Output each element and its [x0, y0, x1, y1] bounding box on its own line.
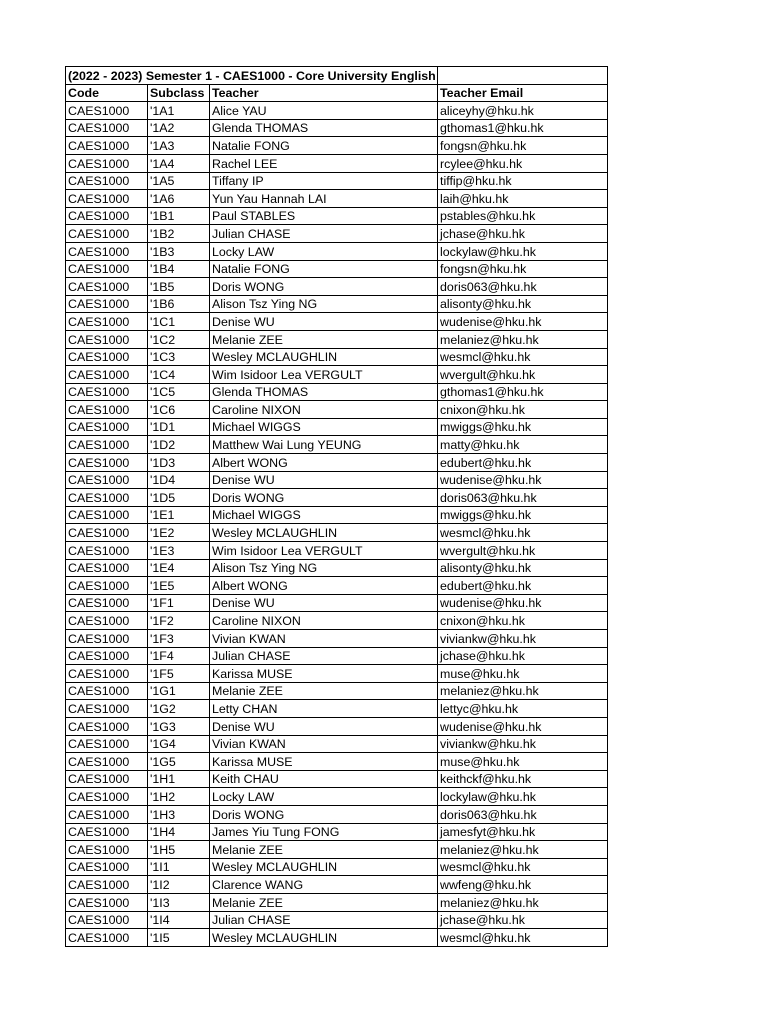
email-cell: wudenise@hku.hk: [438, 717, 608, 735]
code-cell: CAES1000: [66, 876, 148, 894]
subclass-cell: '1A1: [148, 102, 210, 120]
teacher-cell: Vivian KWAN: [210, 630, 438, 648]
table-row: [66, 278, 608, 296]
email-cell: melaniez@hku.hk: [438, 841, 608, 859]
code-cell: CAES1000: [66, 242, 148, 260]
teacher-cell: Melanie ZEE: [210, 330, 438, 348]
email-cell: melaniez@hku.hk: [438, 682, 608, 700]
subclass-cell: '1H2: [148, 788, 210, 806]
code-cell: CAES1000: [66, 436, 148, 454]
email-cell: wwfeng@hku.hk: [438, 876, 608, 894]
email-cell: wudenise@hku.hk: [438, 471, 608, 489]
subclass-cell: '1F3: [148, 630, 210, 648]
teacher-cell: Wesley MCLAUGHLIN: [210, 929, 438, 947]
teacher-cell: Caroline NIXON: [210, 401, 438, 419]
header-row: [66, 84, 608, 102]
empty-cell: [438, 67, 608, 85]
subclass-cell: '1G4: [148, 735, 210, 753]
code-cell: CAES1000: [66, 559, 148, 577]
subclass-cell: '1D2: [148, 436, 210, 454]
code-cell: CAES1000: [66, 788, 148, 806]
code-cell: CAES1000: [66, 929, 148, 947]
teacher-cell: Letty CHAN: [210, 700, 438, 718]
table-row: [66, 225, 608, 243]
table-row: [66, 524, 608, 542]
header-code: Code: [66, 84, 148, 102]
code-cell: CAES1000: [66, 577, 148, 595]
email-cell: wudenise@hku.hk: [438, 594, 608, 612]
table-row: [66, 612, 608, 630]
subclass-cell: '1B2: [148, 225, 210, 243]
email-cell: cnixon@hku.hk: [438, 401, 608, 419]
table-row: [66, 454, 608, 472]
teacher-cell: Yun Yau Hannah LAI: [210, 190, 438, 208]
table-row: [66, 471, 608, 489]
email-cell: laih@hku.hk: [438, 190, 608, 208]
teacher-cell: Wim Isidoor Lea VERGULT: [210, 542, 438, 560]
teacher-cell: Alison Tsz Ying NG: [210, 559, 438, 577]
email-cell: lockylaw@hku.hk: [438, 242, 608, 260]
table-row: [66, 154, 608, 172]
subclass-cell: '1C3: [148, 348, 210, 366]
email-cell: wvergult@hku.hk: [438, 542, 608, 560]
table-row: [66, 436, 608, 454]
subclass-cell: '1C6: [148, 401, 210, 419]
header-teacher: Teacher: [210, 84, 438, 102]
code-cell: CAES1000: [66, 260, 148, 278]
subclass-cell: '1A6: [148, 190, 210, 208]
table-row: [66, 717, 608, 735]
email-cell: matty@hku.hk: [438, 436, 608, 454]
email-cell: cnixon@hku.hk: [438, 612, 608, 630]
email-cell: viviankw@hku.hk: [438, 735, 608, 753]
email-cell: wesmcl@hku.hk: [438, 929, 608, 947]
table-row: [66, 753, 608, 771]
email-cell: wesmcl@hku.hk: [438, 348, 608, 366]
subclass-cell: '1D4: [148, 471, 210, 489]
teacher-cell: Albert WONG: [210, 454, 438, 472]
subclass-cell: '1G5: [148, 753, 210, 771]
email-cell: viviankw@hku.hk: [438, 630, 608, 648]
email-cell: aliceyhy@hku.hk: [438, 102, 608, 120]
code-cell: CAES1000: [66, 295, 148, 313]
teacher-cell: Rachel LEE: [210, 154, 438, 172]
teacher-cell: Clarence WANG: [210, 876, 438, 894]
table-row: [66, 102, 608, 120]
teacher-cell: Caroline NIXON: [210, 612, 438, 630]
code-cell: CAES1000: [66, 489, 148, 507]
code-cell: CAES1000: [66, 665, 148, 683]
email-cell: muse@hku.hk: [438, 753, 608, 771]
code-cell: CAES1000: [66, 190, 148, 208]
table-row: [66, 577, 608, 595]
table-row: [66, 559, 608, 577]
code-cell: CAES1000: [66, 418, 148, 436]
teacher-cell: Vivian KWAN: [210, 735, 438, 753]
code-cell: CAES1000: [66, 137, 148, 155]
teacher-cell: Karissa MUSE: [210, 665, 438, 683]
code-cell: CAES1000: [66, 524, 148, 542]
email-cell: rcylee@hku.hk: [438, 154, 608, 172]
teacher-cell: Doris WONG: [210, 278, 438, 296]
header-subclass: Subclass: [148, 84, 210, 102]
table-row: [66, 418, 608, 436]
subclass-cell: '1D3: [148, 454, 210, 472]
code-cell: CAES1000: [66, 348, 148, 366]
teacher-cell: Karissa MUSE: [210, 753, 438, 771]
table-row: [66, 594, 608, 612]
code-cell: CAES1000: [66, 647, 148, 665]
table-row: [66, 735, 608, 753]
email-cell: pstables@hku.hk: [438, 207, 608, 225]
subclass-cell: '1I2: [148, 876, 210, 894]
table-row: [66, 876, 608, 894]
teacher-cell: Alice YAU: [210, 102, 438, 120]
subclass-cell: '1B4: [148, 260, 210, 278]
table-row: [66, 542, 608, 560]
teacher-cell: Michael WIGGS: [210, 506, 438, 524]
email-cell: gthomas1@hku.hk: [438, 119, 608, 137]
teacher-cell: Denise WU: [210, 313, 438, 331]
table-row: [66, 313, 608, 331]
subclass-cell: '1I3: [148, 893, 210, 911]
email-cell: tiffip@hku.hk: [438, 172, 608, 190]
subclass-cell: '1B5: [148, 278, 210, 296]
table-row: [66, 330, 608, 348]
teacher-cell: Wesley MCLAUGHLIN: [210, 524, 438, 542]
table-row: [66, 858, 608, 876]
teacher-cell: Denise WU: [210, 471, 438, 489]
table-row: [66, 172, 608, 190]
teacher-cell: Denise WU: [210, 717, 438, 735]
subclass-cell: '1E4: [148, 559, 210, 577]
email-cell: lettyc@hku.hk: [438, 700, 608, 718]
teacher-cell: Wesley MCLAUGHLIN: [210, 348, 438, 366]
table-row: [66, 207, 608, 225]
code-cell: CAES1000: [66, 735, 148, 753]
table-row: [66, 506, 608, 524]
header-teacher-email: Teacher Email: [438, 84, 608, 102]
teacher-cell: Natalie FONG: [210, 260, 438, 278]
subclass-cell: '1C5: [148, 383, 210, 401]
teacher-cell: Melanie ZEE: [210, 682, 438, 700]
email-cell: jchase@hku.hk: [438, 225, 608, 243]
table-row: [66, 260, 608, 278]
teacher-cell: Locky LAW: [210, 242, 438, 260]
code-cell: CAES1000: [66, 172, 148, 190]
code-cell: CAES1000: [66, 471, 148, 489]
teacher-cell: James Yiu Tung FONG: [210, 823, 438, 841]
subclass-cell: '1C1: [148, 313, 210, 331]
subclass-cell: '1F2: [148, 612, 210, 630]
email-cell: fongsn@hku.hk: [438, 137, 608, 155]
table-row: [66, 893, 608, 911]
code-cell: CAES1000: [66, 805, 148, 823]
email-cell: edubert@hku.hk: [438, 577, 608, 595]
subclass-cell: '1I1: [148, 858, 210, 876]
teacher-cell: Tiffany IP: [210, 172, 438, 190]
subclass-cell: '1H1: [148, 770, 210, 788]
teacher-cell: Wim Isidoor Lea VERGULT: [210, 366, 438, 384]
subclass-cell: '1I4: [148, 911, 210, 929]
table-row: [66, 770, 608, 788]
code-cell: CAES1000: [66, 278, 148, 296]
title-row: [66, 67, 608, 85]
table-row: [66, 242, 608, 260]
table-row: [66, 630, 608, 648]
teacher-cell: Albert WONG: [210, 577, 438, 595]
email-cell: jchase@hku.hk: [438, 911, 608, 929]
code-cell: CAES1000: [66, 753, 148, 771]
table-row: [66, 929, 608, 947]
subclass-cell: '1A2: [148, 119, 210, 137]
code-cell: CAES1000: [66, 542, 148, 560]
subclass-cell: '1B6: [148, 295, 210, 313]
subclass-cell: '1D1: [148, 418, 210, 436]
table-row: [66, 401, 608, 419]
teacher-cell: Michael WIGGS: [210, 418, 438, 436]
code-cell: CAES1000: [66, 119, 148, 137]
code-cell: CAES1000: [66, 823, 148, 841]
code-cell: CAES1000: [66, 401, 148, 419]
email-cell: doris063@hku.hk: [438, 805, 608, 823]
email-cell: jamesfyt@hku.hk: [438, 823, 608, 841]
table-row: [66, 489, 608, 507]
subclass-cell: '1C2: [148, 330, 210, 348]
email-cell: wvergult@hku.hk: [438, 366, 608, 384]
code-cell: CAES1000: [66, 770, 148, 788]
table-title: (2022 - 2023) Semester 1 - CAES1000 - Core University English: [66, 67, 438, 85]
code-cell: CAES1000: [66, 841, 148, 859]
teacher-cell: Keith CHAU: [210, 770, 438, 788]
table-row: [66, 366, 608, 384]
subclass-cell: '1C4: [148, 366, 210, 384]
email-cell: alisonty@hku.hk: [438, 559, 608, 577]
email-cell: jchase@hku.hk: [438, 647, 608, 665]
teacher-cell: Locky LAW: [210, 788, 438, 806]
email-cell: muse@hku.hk: [438, 665, 608, 683]
table-row: [66, 823, 608, 841]
subclass-cell: '1I5: [148, 929, 210, 947]
code-cell: CAES1000: [66, 154, 148, 172]
code-cell: CAES1000: [66, 700, 148, 718]
subclass-cell: '1G1: [148, 682, 210, 700]
teacher-cell: Alison Tsz Ying NG: [210, 295, 438, 313]
table-row: [66, 665, 608, 683]
table-row: [66, 190, 608, 208]
code-cell: CAES1000: [66, 454, 148, 472]
table-row: [66, 137, 608, 155]
table-row: [66, 348, 608, 366]
table-row: [66, 682, 608, 700]
subclass-cell: '1E1: [148, 506, 210, 524]
teacher-cell: Doris WONG: [210, 489, 438, 507]
teacher-cell: Julian CHASE: [210, 647, 438, 665]
subclass-cell: '1F5: [148, 665, 210, 683]
teacher-cell: Melanie ZEE: [210, 893, 438, 911]
code-cell: CAES1000: [66, 330, 148, 348]
email-cell: keithckf@hku.hk: [438, 770, 608, 788]
subclass-cell: '1E2: [148, 524, 210, 542]
code-cell: CAES1000: [66, 506, 148, 524]
code-cell: CAES1000: [66, 858, 148, 876]
table-row: [66, 119, 608, 137]
table-row: [66, 295, 608, 313]
email-cell: melaniez@hku.hk: [438, 330, 608, 348]
subclass-cell: '1A3: [148, 137, 210, 155]
teacher-cell: Matthew Wai Lung YEUNG: [210, 436, 438, 454]
teacher-cell: Melanie ZEE: [210, 841, 438, 859]
teacher-cell: Doris WONG: [210, 805, 438, 823]
table-row: [66, 383, 608, 401]
teacher-cell: Paul STABLES: [210, 207, 438, 225]
subclass-cell: '1A5: [148, 172, 210, 190]
subclass-cell: '1F1: [148, 594, 210, 612]
subclass-cell: '1B3: [148, 242, 210, 260]
email-cell: doris063@hku.hk: [438, 489, 608, 507]
table-row: [66, 805, 608, 823]
email-cell: melaniez@hku.hk: [438, 893, 608, 911]
code-cell: CAES1000: [66, 630, 148, 648]
teacher-cell: Natalie FONG: [210, 137, 438, 155]
table-row: [66, 700, 608, 718]
subclass-cell: '1E3: [148, 542, 210, 560]
teacher-cell: Wesley MCLAUGHLIN: [210, 858, 438, 876]
code-cell: CAES1000: [66, 225, 148, 243]
email-cell: wudenise@hku.hk: [438, 313, 608, 331]
subclass-cell: '1B1: [148, 207, 210, 225]
teacher-cell: Julian CHASE: [210, 225, 438, 243]
table-row: [66, 647, 608, 665]
code-cell: CAES1000: [66, 207, 148, 225]
code-cell: CAES1000: [66, 102, 148, 120]
teacher-cell: Denise WU: [210, 594, 438, 612]
subclass-cell: '1G2: [148, 700, 210, 718]
subclass-cell: '1F4: [148, 647, 210, 665]
code-cell: CAES1000: [66, 682, 148, 700]
subclass-cell: '1H3: [148, 805, 210, 823]
code-cell: CAES1000: [66, 313, 148, 331]
teacher-cell: Julian CHASE: [210, 911, 438, 929]
code-cell: CAES1000: [66, 594, 148, 612]
table-row: [66, 841, 608, 859]
email-cell: mwiggs@hku.hk: [438, 506, 608, 524]
email-cell: wesmcl@hku.hk: [438, 858, 608, 876]
subclass-cell: '1H5: [148, 841, 210, 859]
email-cell: fongsn@hku.hk: [438, 260, 608, 278]
code-cell: CAES1000: [66, 366, 148, 384]
subclass-cell: '1H4: [148, 823, 210, 841]
code-cell: CAES1000: [66, 383, 148, 401]
table-row: [66, 911, 608, 929]
email-cell: alisonty@hku.hk: [438, 295, 608, 313]
teacher-cell: Glenda THOMAS: [210, 383, 438, 401]
subclass-cell: '1G3: [148, 717, 210, 735]
email-cell: gthomas1@hku.hk: [438, 383, 608, 401]
email-cell: edubert@hku.hk: [438, 454, 608, 472]
teacher-table: [65, 66, 608, 947]
code-cell: CAES1000: [66, 612, 148, 630]
subclass-cell: '1A4: [148, 154, 210, 172]
email-cell: mwiggs@hku.hk: [438, 418, 608, 436]
code-cell: CAES1000: [66, 911, 148, 929]
email-cell: lockylaw@hku.hk: [438, 788, 608, 806]
email-cell: doris063@hku.hk: [438, 278, 608, 296]
email-cell: wesmcl@hku.hk: [438, 524, 608, 542]
teacher-cell: Glenda THOMAS: [210, 119, 438, 137]
subclass-cell: '1D5: [148, 489, 210, 507]
subclass-cell: '1E5: [148, 577, 210, 595]
code-cell: CAES1000: [66, 717, 148, 735]
table-row: [66, 788, 608, 806]
code-cell: CAES1000: [66, 893, 148, 911]
